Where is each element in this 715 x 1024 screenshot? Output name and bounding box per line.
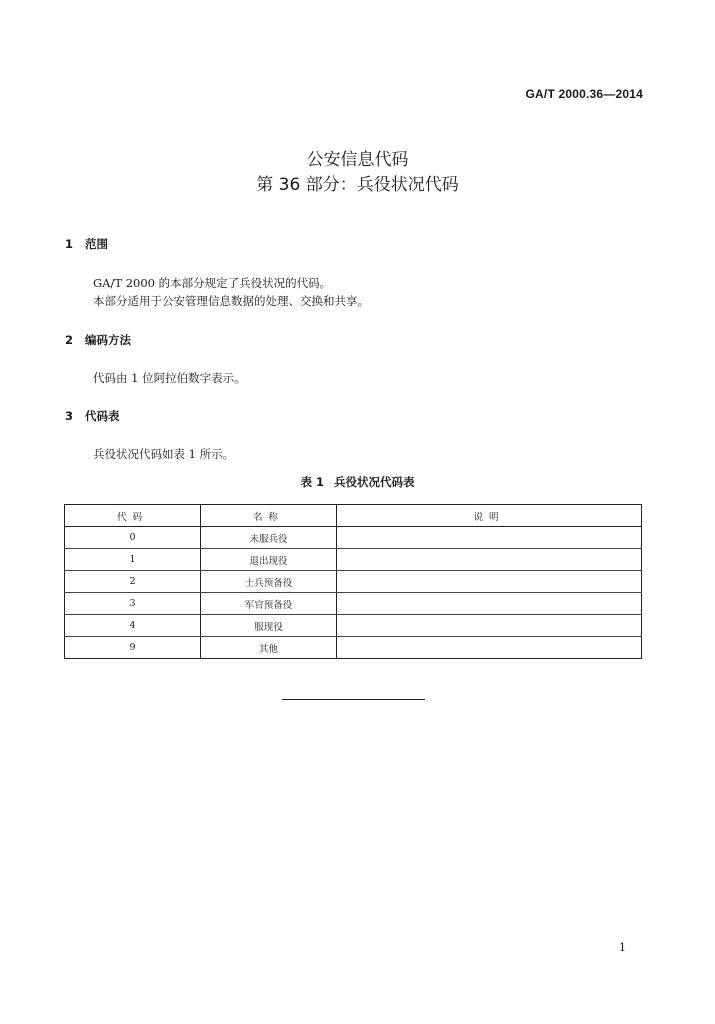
table-row <box>65 571 642 593</box>
section-1-paragraph-2: 本部分适用于公安管理信息数据的处理、交换和共享。 <box>93 294 369 308</box>
cell-description <box>337 549 642 571</box>
section-2-heading <box>65 332 131 348</box>
standard-code: GA/T 2000.36—2014 <box>525 87 643 101</box>
section-title: 编码方法 <box>85 333 131 347</box>
section-1-heading <box>65 236 108 252</box>
cell-code: 0 <box>65 527 201 549</box>
title-main: 公安信息代码 <box>306 150 409 170</box>
section-3-heading <box>65 408 120 424</box>
code-table <box>64 504 642 659</box>
table-row <box>65 549 642 571</box>
cell-name: 士兵预备役 <box>201 571 337 593</box>
table-caption-title: 兵役状况代码表 <box>334 475 415 489</box>
cell-name: 军官预备役 <box>201 593 337 615</box>
cell-name: 服现役 <box>201 615 337 637</box>
table-caption-number: 表 1 <box>300 475 324 489</box>
cell-description <box>337 615 642 637</box>
section-2-paragraph-1: 代码由 1 位阿拉伯数字表示。 <box>93 371 246 385</box>
cell-code: 9 <box>65 637 201 659</box>
header-code: 代码 <box>65 505 201 527</box>
section-number: 1 <box>65 237 74 251</box>
section-number: 2 <box>65 333 74 347</box>
cell-code: 3 <box>65 593 201 615</box>
section-3-paragraph-1: 兵役状况代码如表 1 所示。 <box>93 447 235 461</box>
cell-description <box>337 571 642 593</box>
header-description: 说明 <box>337 505 642 527</box>
section-1-paragraph-1: GA/T 2000 的本部分规定了兵役状况的代码。 <box>93 276 332 290</box>
cell-name: 其他 <box>201 637 337 659</box>
end-rule <box>282 699 425 700</box>
header-name: 名称 <box>201 505 337 527</box>
section-title: 范围 <box>85 237 108 251</box>
table-caption <box>0 474 715 490</box>
cell-description <box>337 527 642 549</box>
section-number: 3 <box>65 409 74 423</box>
cell-description <box>337 637 642 659</box>
table-header-row <box>65 505 642 527</box>
table-row <box>65 593 642 615</box>
section-title: 代码表 <box>85 409 120 423</box>
cell-code: 2 <box>65 571 201 593</box>
table-row <box>65 615 642 637</box>
cell-name: 退出现役 <box>201 549 337 571</box>
cell-name: 未服兵役 <box>201 527 337 549</box>
document-title <box>0 148 715 198</box>
title-sub: 第 36 部分：兵役状况代码 <box>256 175 459 195</box>
cell-code: 1 <box>65 549 201 571</box>
table-row <box>65 637 642 659</box>
cell-code: 4 <box>65 615 201 637</box>
page-number: 1 <box>619 941 626 954</box>
cell-description <box>337 593 642 615</box>
table-row <box>65 527 642 549</box>
